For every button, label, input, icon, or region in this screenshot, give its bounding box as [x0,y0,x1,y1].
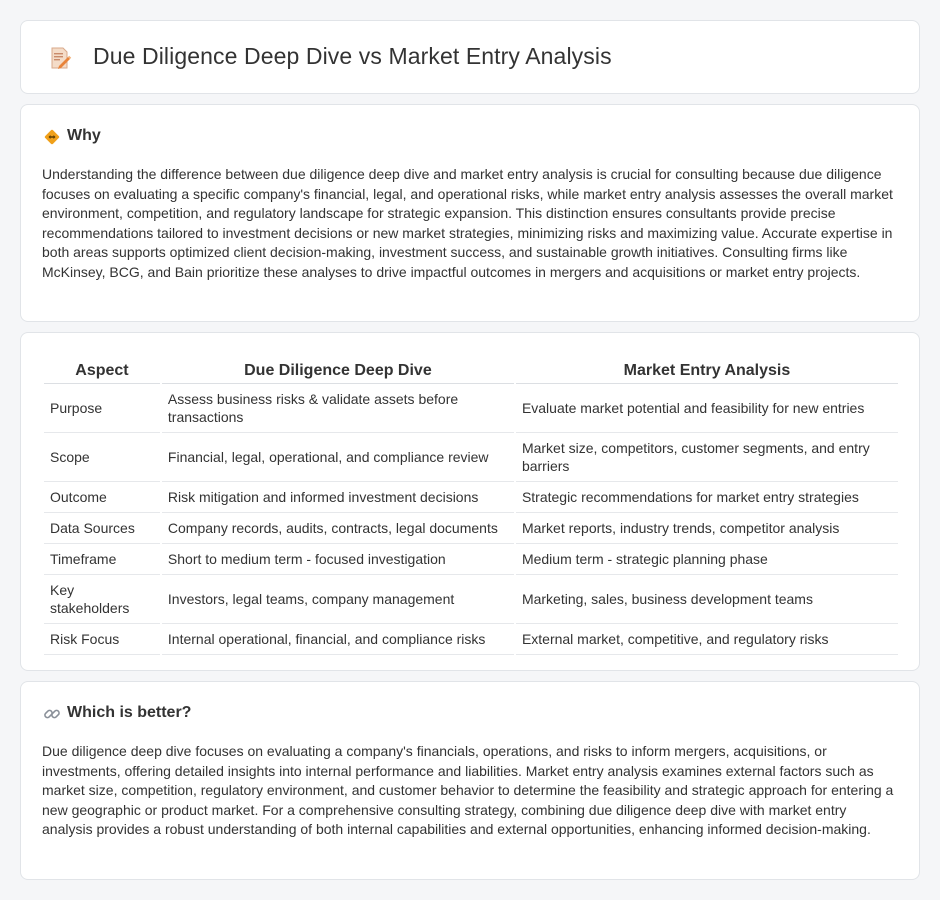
aspect-cell: Risk Focus [44,624,160,655]
diamond-arrows-icon [43,128,61,146]
market-entry-cell: Market size, competitors, customer segments, and entry barriers [516,433,898,482]
document-pencil-icon [48,46,72,70]
market-entry-cell: Evaluate market potential and feasibility for new entries [516,384,898,433]
market-entry-cell: Market reports, industry trends, competitor analysis [516,513,898,544]
due-diligence-cell: Short to medium term - focused investigation [162,544,514,575]
table-row [44,575,898,624]
header-card [20,20,920,94]
table-row [44,513,898,544]
page-title: Due Diligence Deep Dive vs Market Entry Analysis [93,43,612,69]
table-row [44,624,898,655]
which-is-better-section [20,681,920,880]
market-entry-cell: Marketing, sales, business development teams [516,575,898,624]
which-is-better-body: Due diligence deep dive focuses on evaluating a company's financials, operations, and risks to inform mergers, acquisitions, or investments, offering detailed insights into internal performance and liabilities. Market entry analysis examines external factors such as market size, competition, regulatory environment, and customer behavior to determine the feasibility and strategic approach for entering a new geographic or product market. For a comprehensive consulting strategy, combining due diligence deep dive with market entry analysis provides a robust understanding of both internal capabilities and external opportunities, enhancing informed decision-making. [42,743,894,838]
market-entry-cell: Medium term - strategic planning phase [516,544,898,575]
comparison-table [42,351,900,655]
due-diligence-cell: Assess business risks & validate assets before transactions [162,384,514,433]
why-section [20,104,920,322]
aspect-cell: Scope [44,433,160,482]
column-header-market-entry: Market Entry Analysis [516,351,898,384]
due-diligence-cell: Company records, audits, contracts, legal documents [162,513,514,544]
due-diligence-cell: Investors, legal teams, company management [162,575,514,624]
column-header-due-diligence: Due Diligence Deep Dive [162,351,514,384]
column-header-aspect: Aspect [44,351,160,384]
due-diligence-cell: Financial, legal, operational, and compliance review [162,433,514,482]
aspect-cell: Data Sources [44,513,160,544]
due-diligence-cell: Internal operational, financial, and compliance risks [162,624,514,655]
market-entry-cell: External market, competitive, and regulatory risks [516,624,898,655]
aspect-cell: Outcome [44,482,160,513]
table-row [44,384,898,433]
due-diligence-cell: Risk mitigation and informed investment decisions [162,482,514,513]
aspect-cell: Key stakeholders [44,575,160,624]
link-icon [43,705,61,723]
which-is-better-heading: Which is better? [67,704,192,721]
table-row [44,433,898,482]
aspect-cell: Purpose [44,384,160,433]
aspect-cell: Timeframe [44,544,160,575]
market-entry-cell: Strategic recommendations for market entry strategies [516,482,898,513]
table-row [44,482,898,513]
table-row [44,544,898,575]
why-body: Understanding the difference between due diligence deep dive and market entry analysis is crucial for consulting because due diligence focuses on evaluating a specific company's financial, legal, and operational risks, while market entry analysis assesses the overall market environment, competition, and regulatory landscape for strategic expansion. This distinction ensures consultants provide precise recommendations tailored to investment decisions or new market strategies, minimizing risks and maximizing value. Accurate expertise in both areas supports optimized client decision-making, investment success, and sustainable growth initiatives. Consulting firms like McKinsey, BCG, and Bain prioritize these analyses to drive impactful outcomes in mergers and acquisitions or market entry projects. [42,166,893,280]
why-heading: Why [67,127,101,144]
comparison-table-card [20,332,920,671]
table-header-row [44,351,898,384]
